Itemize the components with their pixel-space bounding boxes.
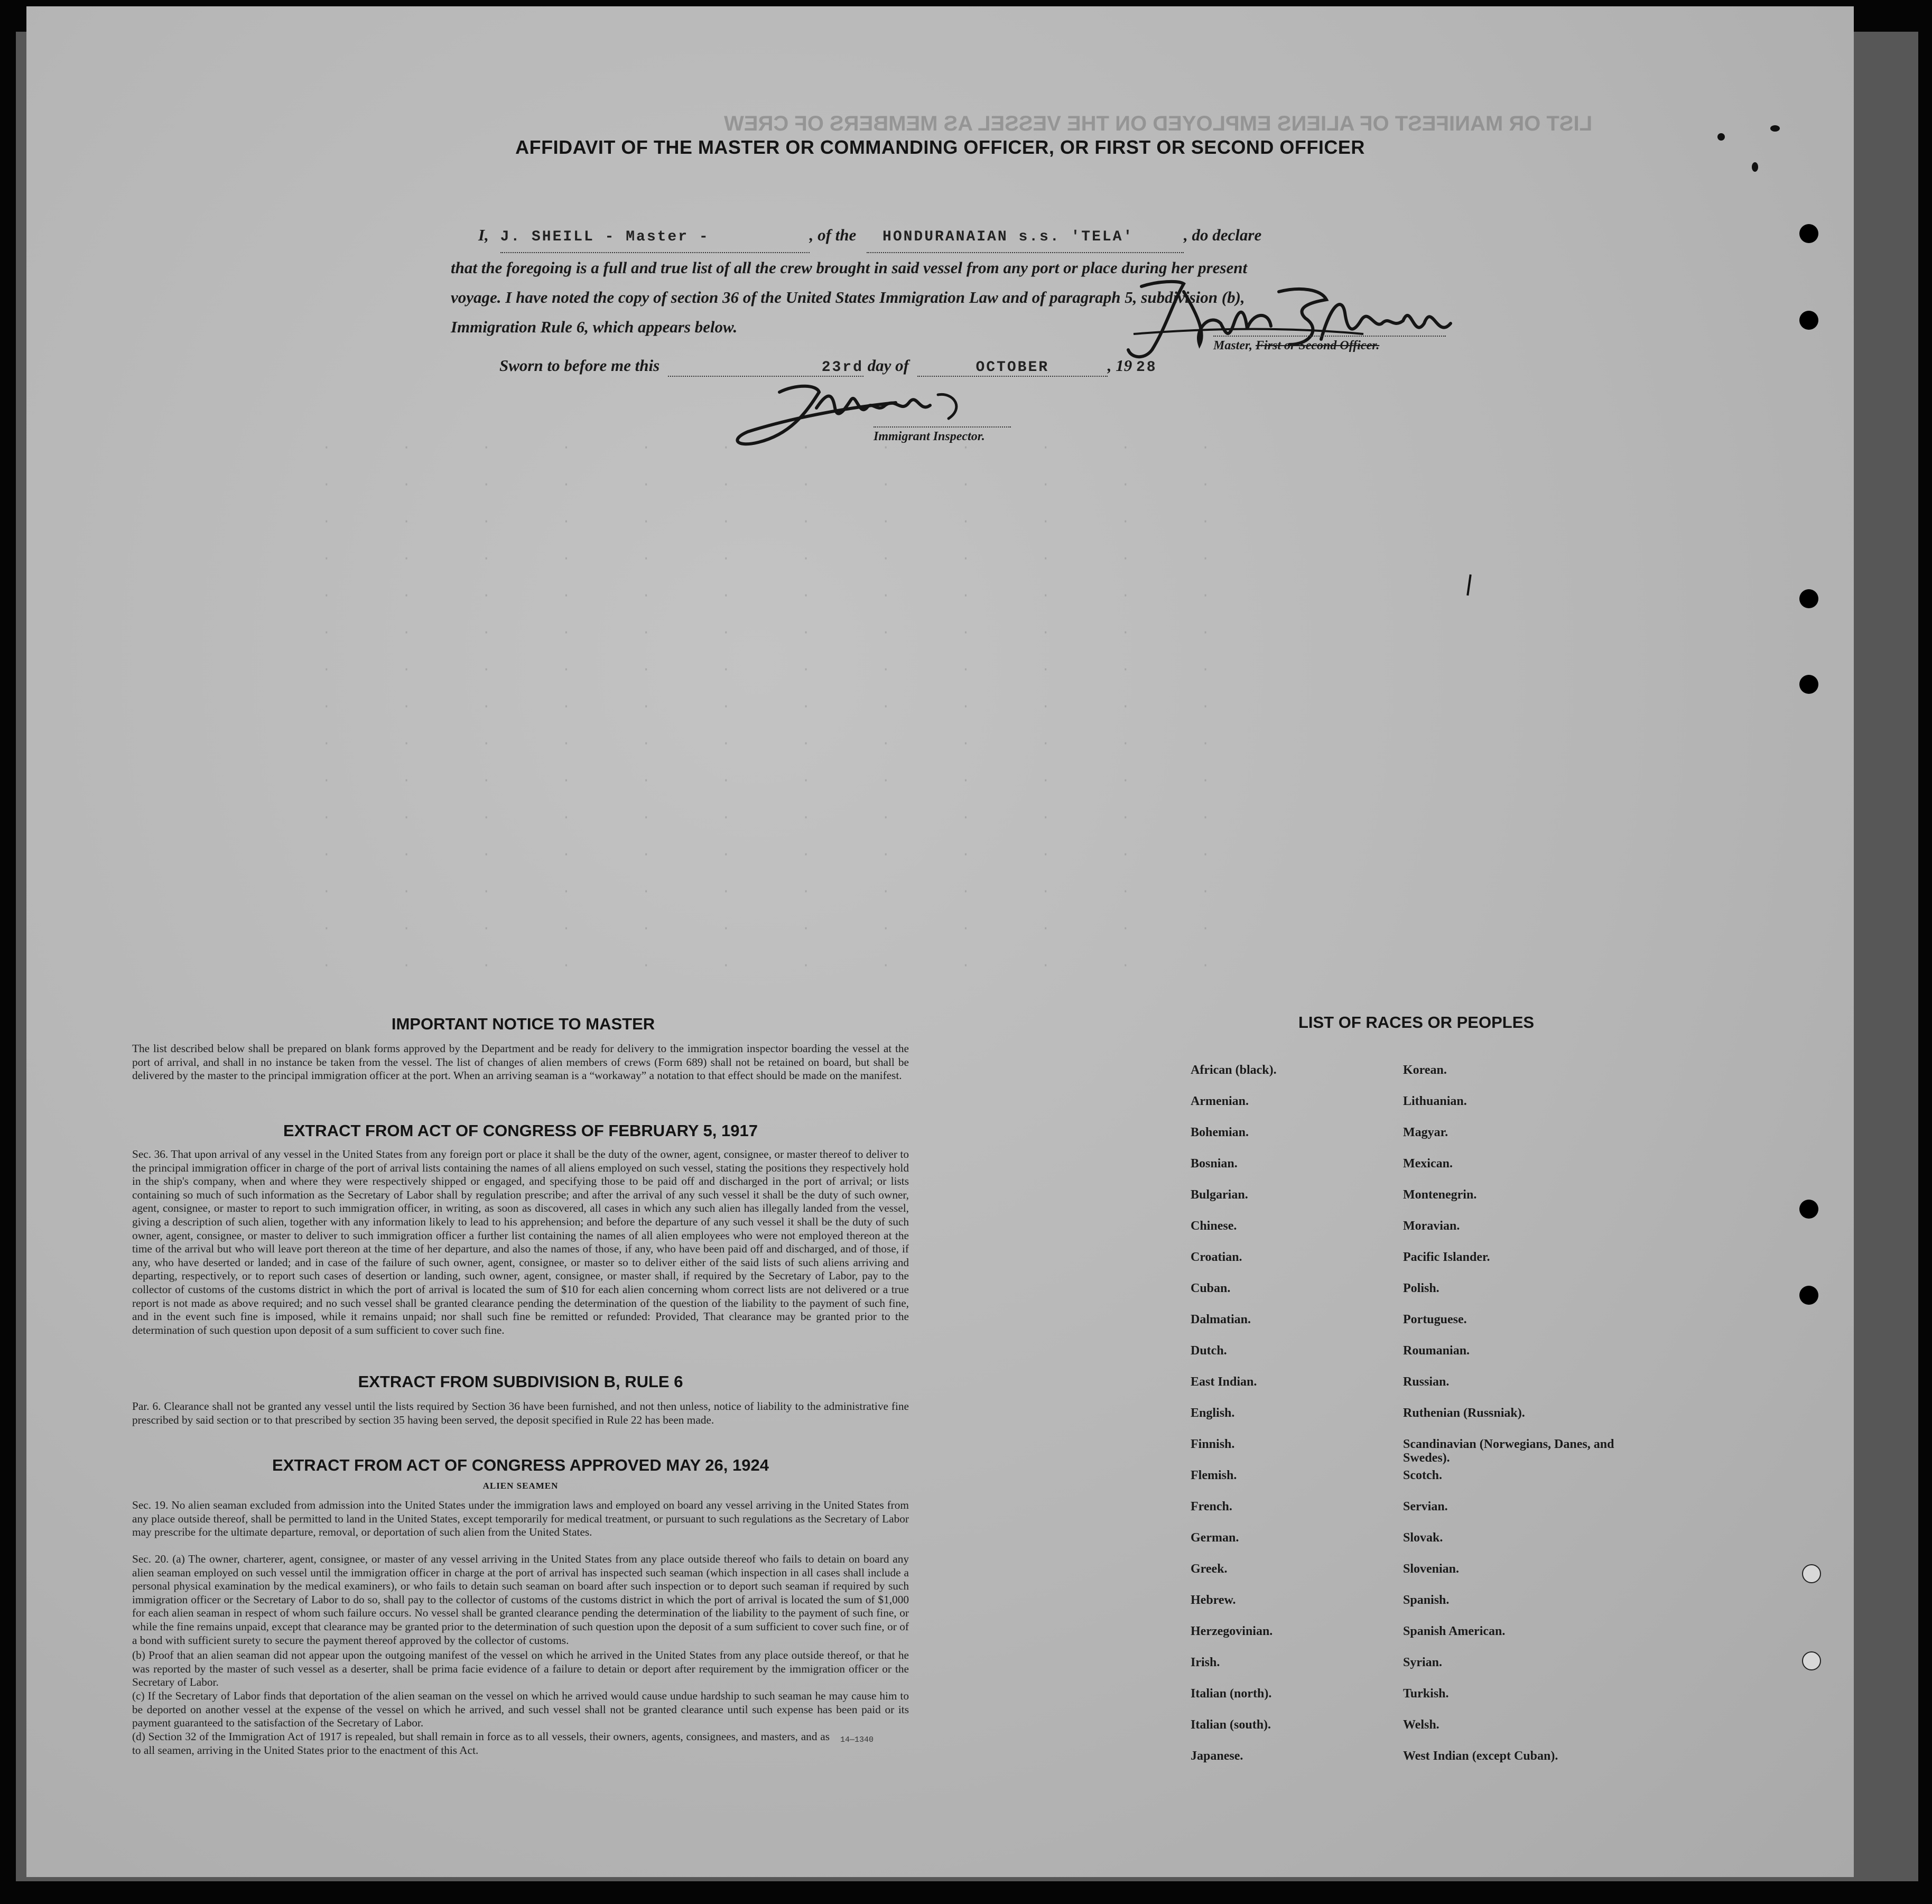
sec20d-text: (d) Section 32 of the Immigration Act of 1917 is repealed, but shall remain in force as to all vessels, their owners, agents, consignees, and masters, and as to all seamen, arriving in the United States prior to the enactment of this Act. xyxy=(132,1730,830,1757)
bleed-through-row: · · · · · · · · · · · · xyxy=(322,588,1241,603)
race-item: Dalmatian. xyxy=(1191,1313,1251,1326)
inspector-title-label: Immigrant Inspector. xyxy=(874,426,1011,444)
race-item: Servian. xyxy=(1403,1500,1448,1513)
race-item: Cuban. xyxy=(1191,1281,1231,1295)
punch-hole xyxy=(1799,1286,1818,1305)
i-label: I, xyxy=(478,226,489,244)
race-item: Roumanian. xyxy=(1403,1344,1470,1358)
race-item: Turkish. xyxy=(1403,1687,1449,1701)
races-heading: LIST OF RACES OR PEOPLES xyxy=(1298,1013,1535,1032)
race-item: English. xyxy=(1191,1406,1235,1420)
sworn-day-value: 23rd xyxy=(821,359,863,376)
race-item: Russian. xyxy=(1403,1375,1450,1389)
race-item: German. xyxy=(1191,1531,1239,1545)
races-right-column xyxy=(1403,1063,1614,1780)
race-item: Portuguese. xyxy=(1403,1313,1467,1326)
punch-hole xyxy=(1802,1564,1821,1583)
bleed-through-row: · · · · · · · · · · · · xyxy=(322,477,1241,493)
race-item: Magyar. xyxy=(1403,1126,1448,1139)
race-item: Italian (north). xyxy=(1191,1687,1272,1701)
race-item: East Indian. xyxy=(1191,1375,1257,1389)
sworn-line xyxy=(499,356,1157,377)
ink-blot xyxy=(1717,133,1725,141)
master-name-value: J. SHEILL - Master - xyxy=(500,229,710,245)
declaration-line-3: voyage. I have noted the copy of section 36 of the United States Immigration Law and of paragraph 5, subdivision (b), xyxy=(451,288,1245,307)
race-item: Montenegrin. xyxy=(1403,1188,1477,1202)
bleed-through-row: · · · · · · · · · · · · xyxy=(322,625,1241,640)
master-name-field xyxy=(500,220,810,253)
master-title-prefix: Master, xyxy=(1213,339,1253,352)
race-item: Slovenian. xyxy=(1403,1562,1460,1576)
vessel-name-value: HONDURANAIAN s.s. 'TELA' xyxy=(883,229,1134,245)
do-declare-label: , do declare xyxy=(1184,226,1262,244)
race-item: Scotch. xyxy=(1403,1469,1442,1482)
race-item: Bosnian. xyxy=(1191,1157,1238,1171)
notice-heading: IMPORTANT NOTICE TO MASTER xyxy=(391,1015,655,1033)
year-prefix: , 19 xyxy=(1107,356,1132,375)
struck-officer-title: First or Second Officer. xyxy=(1256,339,1380,352)
race-item: Spanish. xyxy=(1403,1593,1450,1607)
race-item: Welsh. xyxy=(1403,1718,1439,1732)
bleed-through-row: · · · · · · · · · · · · xyxy=(322,921,1241,936)
declaration-line-2: that the foregoing is a full and true list of all the crew brought in said vessel from any port or place during her present xyxy=(451,258,1248,277)
race-item: Italian (south). xyxy=(1191,1718,1271,1732)
sworn-month-field xyxy=(917,356,1108,377)
alien-seamen-subheading: ALIEN SEAMEN xyxy=(482,1481,559,1491)
bleed-through-row: · · · · · · · · · · · · xyxy=(322,958,1241,973)
punch-hole xyxy=(1799,1200,1818,1219)
sec20a-text: Sec. 20. (a) The owner, charterer, agent, consignee, or master of any vessel arriving in the United States from any place outside thereof who fails to detain on board any alien seaman employed on such vessel until the immigration officer in charge at the port of arrival has inspected such seaman (which inspection in all cases shall include a personal physical examination by the medical examiners), or who fails to detain such seaman on board after such inspection or to deport such seaman if required by such immigration officer or the Secretary of Labor to do so, shall pay to the collector of customs of the customs district in which the port of arrival is located the sum of $1,000 for each alien seaman in respect of whom such failure occurs. No vessel shall be granted clearance pending the determination of the liability to the payment of such fine, or while the fine remains unpaid, except that clearance may be granted prior to the determination of such question upon the deposit of a sum sufficient to cover such fine, or of a bond with sufficient surety to secure the payment thereof approved by the collector of customs. xyxy=(132,1553,909,1647)
bleed-through-row: · · · · · · · · · · · · xyxy=(322,847,1241,862)
extract-1924-heading: EXTRACT FROM ACT OF CONGRESS APPROVED MAY 26, 1924 xyxy=(272,1456,769,1474)
race-item: Scandinavian (Norwegians, Danes, and Swedes). xyxy=(1403,1437,1614,1465)
affidavit-heading: AFFIDAVIT OF THE MASTER OR COMMANDING OFFICER, OR FIRST OR SECOND OFFICER xyxy=(515,136,1365,158)
race-item: Korean. xyxy=(1403,1063,1447,1077)
race-item: Croatian. xyxy=(1191,1250,1242,1264)
bleed-through-row: · · · · · · · · · · · · xyxy=(322,662,1241,677)
race-item: Syrian. xyxy=(1403,1656,1443,1669)
bleed-through-row: · · · · · · · · · · · · xyxy=(322,440,1241,456)
sec20c-text: (c) If the Secretary of Labor finds that deportation of the alien seaman on the vessel on which he arrived would cause undue hardship to such seaman he may cause him to be deported on another vessel at the expense of the vessel on which he arrived, and such vessel shall not be granted clearance until such expense has been paid or its payment guaranteed to the satisfaction of the Secretary of Labor. xyxy=(132,1689,909,1730)
extract-rule6-text: Par. 6. Clearance shall not be granted any vessel until the lists required by Section 36 have been furnished, and not then unless, notice of liability to the administrative fine prescribed by said section or to that prescribed by section 35 having been served, the deposit specified in Rule 22 has been made. xyxy=(132,1400,909,1426)
bleed-through-row: · · · · · · · · · · · · xyxy=(322,551,1241,566)
punch-hole xyxy=(1799,589,1818,608)
declaration-line-1 xyxy=(478,220,1482,253)
race-item: Slovak. xyxy=(1403,1531,1443,1545)
ink-blot xyxy=(1752,162,1758,172)
race-item: Chinese. xyxy=(1191,1219,1237,1233)
race-item: Spanish American. xyxy=(1403,1624,1506,1638)
race-item: Ruthenian (Russniak). xyxy=(1403,1406,1525,1420)
bleed-through-row: · · · · · · · · · · · · xyxy=(322,773,1241,788)
race-item: Bulgarian. xyxy=(1191,1188,1248,1202)
race-item: Lithuanian. xyxy=(1403,1094,1467,1108)
vessel-name-field xyxy=(867,220,1184,253)
notice-text: The list described below shall be prepared on blank forms approved by the Department and be ready for delivery to the immigration inspector boarding the vessel at the port of arrival, and shall in no instance be taken from the vessel. The list of changes of alien members of crews (Form 689) shall not be retained on board, but shall be delivered by the master to the principal immigration officer at the port. When an arriving seaman is a “workaway” a notation to that effect should be made on the manifest. xyxy=(132,1042,909,1082)
race-item: Pacific Islander. xyxy=(1403,1250,1490,1264)
bleed-through-row: · · · · · · · · · · · · xyxy=(322,514,1241,530)
ink-blot xyxy=(1770,125,1780,132)
race-item: Japanese. xyxy=(1191,1749,1243,1763)
race-item: Moravian. xyxy=(1403,1219,1460,1233)
bleed-through-row: · · · · · · · · · · · · xyxy=(322,810,1241,825)
races-left-column xyxy=(1191,1063,1277,1780)
race-item: Hebrew. xyxy=(1191,1593,1236,1607)
race-item: African (black). xyxy=(1191,1063,1277,1077)
race-item: Dutch. xyxy=(1191,1344,1227,1358)
sworn-year-value: 28 xyxy=(1136,359,1157,376)
extract-1917-heading: EXTRACT FROM ACT OF CONGRESS OF FEBRUARY 5, 1917 xyxy=(283,1121,758,1140)
master-title-label xyxy=(1213,336,1446,353)
sworn-day-field xyxy=(668,356,863,377)
race-item: Polish. xyxy=(1403,1281,1439,1295)
extract-1917-text: Sec. 36. That upon arrival of any vessel in the United States from any foreign port or place it shall be the duty of the owner, agent, consignee, or master thereof to deliver to the principal immigration officer in charge of the port of arrival lists containing the names of all aliens employed on such vessel, stating the positions they respectively hold in the ship's company, when and where they were respectively shipped or engaged, and specifying those to be paid off and discharged in the port of arrival; or lists containing so much of such information as the Secretary of Labor shall by regulation prescribe; and after the arrival of any such vessel it shall be the duty of such owner, agent, consignee, or master to report to such immigration officer, in writing, as soon as discovered, all cases in which any such alien has illegally landed from the vessel, giving a description of such alien, together with any information likely to lead to his apprehension; and before the departure of any such vessel it shall be the duty of such owner, agent, consignee, or master to deliver to such immigration officer a further list containing the names of all alien employees who were not employed thereon at the time of the arrival but who will leave port thereon at the time of her departure, and also the names of those, if any, who have been paid off and discharged, and of those, if any, who have deserted or landed; and in case of the failure of such owner, agent, consignee, or master so to deliver either of the said lists of such aliens arriving and departing, respectively, or to report such cases of desertion or landing, such owner, agent, consignee, or master shall, if required by the Secretary of Labor, pay to the collector of customs of the customs district in which the port of arrival is located the sum of $10 for each alien concerning whom correct lists are not delivered or a true report is not made as above required; and no such vessel shall be granted clearance pending the determination of the question of the liability to the payment of such fine, and in the event such fine is imposed, while it remains unpaid; nor shall such fine be remitted or refunded: Provided, That clearance may be granted prior to the determination of such question upon deposit of a sum sufficient to cover such fine. xyxy=(132,1148,909,1336)
race-item: Armenian. xyxy=(1191,1094,1249,1108)
bleed-through-row: · · · · · · · · · · · · xyxy=(322,699,1241,714)
race-item: Mexican. xyxy=(1403,1157,1453,1171)
punch-hole xyxy=(1802,1651,1821,1670)
of-the-label: , of the xyxy=(809,226,857,244)
race-item: Greek. xyxy=(1191,1562,1228,1576)
form-code: 14—1340 xyxy=(840,1735,874,1744)
punch-hole xyxy=(1799,224,1818,243)
punch-hole xyxy=(1799,675,1818,694)
bleed-through-heading: LIST OR MANIFEST OF ALIENS EMPLOYED ON THE VESSEL AS MEMBERS OF CREW xyxy=(724,112,1593,135)
sworn-month-value: OCTOBER xyxy=(976,359,1049,376)
bleed-through-row: · · · · · · · · · · · · xyxy=(322,736,1241,751)
document-sheet xyxy=(26,6,1854,1877)
race-item: Flemish. xyxy=(1191,1469,1237,1482)
bleed-through-row: · · · · · · · · · · · · xyxy=(322,884,1241,899)
sec20b-text: (b) Proof that an alien seaman did not appear upon the outgoing manifest of the vessel on which he arrived in the United States from any place outside thereof, or that he was reported by the master of such vessel as a deserter, shall be prima facie evidence of a failure to detain or deport after requirement by the immigration officer or the Secretary of Labor. xyxy=(132,1649,909,1689)
sworn-label: Sworn to before me this xyxy=(499,356,660,375)
race-item: Irish. xyxy=(1191,1656,1220,1669)
declaration-line-4: Immigration Rule 6, which appears below. xyxy=(451,318,738,336)
race-item: French. xyxy=(1191,1500,1232,1513)
sec19-text: Sec. 19. No alien seaman excluded from admission into the United States under the immigration laws and employed on board any vessel arriving in the United States from any place outside thereof, shall be permitted to land in the United States, except temporarily for medical treatment, or pursuant to such regulations as the Secretary of Labor may prescribe for the ultimate departure, removal, or deportation of such alien from the United States. xyxy=(132,1499,909,1539)
extract-rule6-heading: EXTRACT FROM SUBDIVISION B, RULE 6 xyxy=(358,1372,683,1391)
race-item: Herzegovinian. xyxy=(1191,1624,1273,1638)
race-item: Bohemian. xyxy=(1191,1126,1249,1139)
punch-hole xyxy=(1799,311,1818,330)
race-item: Finnish. xyxy=(1191,1437,1235,1451)
race-item: West Indian (except Cuban). xyxy=(1403,1749,1558,1763)
day-of-label: day of xyxy=(867,356,909,375)
